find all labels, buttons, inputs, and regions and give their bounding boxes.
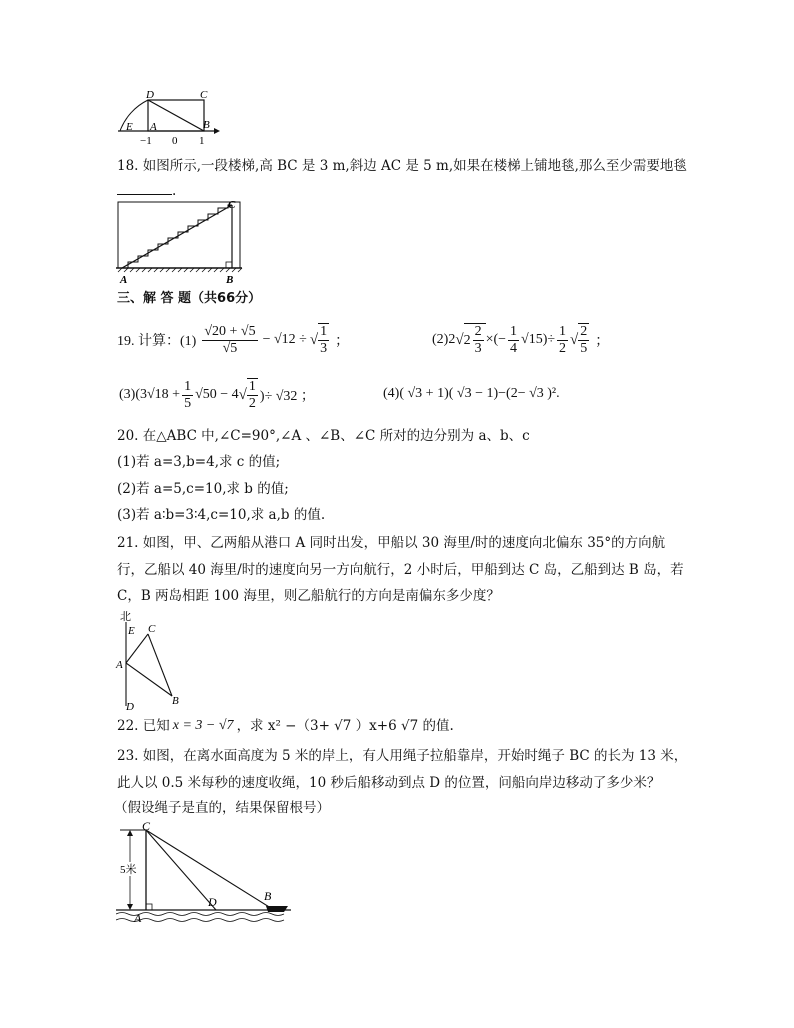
- label-c: C: [148, 623, 156, 635]
- question-19-part2: (2)2 √ 2 $\frac{2}{3}$ ×(− $\frac{1}{4}$ √15)÷ $\frac{1}{2}$ √ $\frac{2}{5}$ ；: [432, 323, 610, 356]
- question-20-sub1: (1)若 a=3,b=4,求 c 的值;: [117, 454, 281, 470]
- question-21-line2: 行，乙船以 40 海里/时的速度向另一方向航行，2 小时后，甲船到达 C 岛，乙船到达 B 岛，若: [117, 562, 684, 578]
- label-a: A: [134, 911, 142, 925]
- question-23-line3: （假设绳子是直的，结果保留根号）: [114, 800, 330, 816]
- question-20-sub2: (2)若 a=5,c=10,求 b 的值;: [117, 481, 289, 497]
- question-22: 22. 已知 x = 3 − √7 ，求 x² −（3+ √7 ）x+6 √7 的值.: [117, 718, 454, 734]
- section-heading: 三、解 答 题（共66分）: [117, 291, 262, 306]
- label-d: D: [146, 90, 154, 101]
- label-c: C: [228, 200, 236, 211]
- q18-text: 18. 如图所示,一段楼梯,高 BC 是 3 m,斜边 AC 是 5 m,如果在楼梯上铺地毯,那么至少需要地毯: [117, 158, 687, 174]
- label-d: D: [208, 895, 217, 909]
- question-21-line3: C，B 两岛相距 100 海里，则乙船航行的方向是南偏东多少度？: [117, 588, 500, 604]
- label-d: D: [126, 701, 134, 712]
- figure-18-stairs: [114, 200, 244, 286]
- label-b: B: [264, 889, 272, 903]
- label-a: A: [116, 659, 123, 671]
- question-19-line1: 19. 计算：(1) $\frac{√20 + √5}{√5}$ − √12 ÷ √ $\frac{1}{3}$ ；: [117, 323, 350, 356]
- question-20-sub3: (3)若 a∶b=3∶4,c=10,求 a,b 的值.: [117, 507, 326, 523]
- tick-1: 1: [199, 135, 205, 147]
- label-b: B: [172, 695, 179, 707]
- figure-23: [116, 820, 296, 926]
- question-21-line1: 21. 如图，甲、乙两船从港口 A 同时出发，甲船以 30 海里/时的速度向北偏东 35°的方向航: [117, 535, 666, 551]
- label-c: C: [142, 820, 151, 833]
- label-b: B: [226, 274, 234, 286]
- label-e: E: [126, 121, 133, 133]
- label-a: A: [150, 121, 157, 133]
- question-18: [117, 156, 687, 176]
- label-c: C: [200, 90, 208, 101]
- label-b: B: [203, 119, 210, 131]
- tick-0: 0: [172, 135, 178, 147]
- figure-17: [110, 90, 220, 148]
- label-a: A: [120, 274, 128, 286]
- question-19-part4: (4)( √3 + 1)( √3 − 1)−(2− √3 )².: [383, 386, 560, 401]
- question-20-stem: 20. 在△ABC 中,∠C=90°,∠A 、∠B、∠C 所对的边分别为 a、b、c: [117, 428, 530, 444]
- q18-answer-blank: .: [117, 181, 176, 201]
- question-23-line2: 此人以 0.5 米每秒的速度收绳，10 秒后船移动到点 D 的位置，问船向岸边移动了多少米？: [117, 775, 661, 791]
- label-north: 北: [120, 611, 131, 623]
- figure-21: [112, 608, 192, 712]
- tick-neg1: −1: [140, 135, 152, 147]
- question-23-line1: 23. 如图，在离水面高度为 5 米的岸上，有人用绳子拉船靠岸，开始时绳子 BC 的长为 13 米，: [117, 748, 688, 764]
- label-e: E: [128, 625, 135, 637]
- question-19-part3: (3)(3√18 + $\frac{1}{5}$ √50 − 4 √ $\frac{1}{2}$ )÷ √32 ；: [119, 378, 315, 411]
- label-height: 5米: [120, 864, 137, 876]
